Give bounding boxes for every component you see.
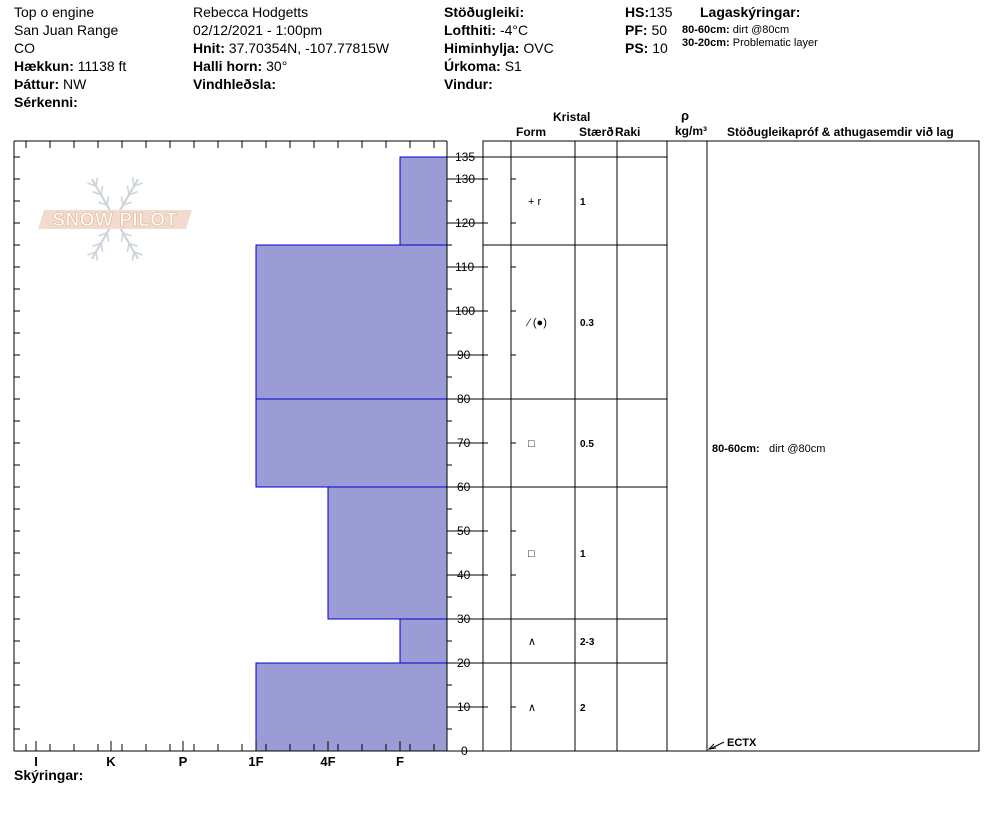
depth-label-130: 130	[455, 172, 476, 186]
features-label: Sérkenni:	[14, 94, 78, 110]
hardness-bar-1	[400, 157, 447, 245]
stability-notes-header: Stöðugleikapróf & athugasemdir við lag	[727, 125, 954, 139]
location-name: Top o engine	[14, 4, 95, 20]
snowflake-branch	[107, 233, 109, 242]
sky-label: Himinhylja:	[444, 40, 520, 56]
grain-form-2: ⁄ (●)	[528, 317, 547, 329]
coordinates-value: 37.70354N, -107.77815W	[228, 40, 390, 56]
depth-label-10: 10	[457, 700, 471, 714]
elevation-value: 11138 ft	[77, 58, 127, 74]
depth-label-60: 60	[457, 480, 471, 494]
snowflake-branch	[121, 196, 123, 205]
snowflake-branch	[127, 243, 129, 252]
hs-label: HS:	[625, 4, 650, 20]
watermark-text: SNOW PILOT	[52, 210, 178, 231]
hardness-label-K: K	[106, 754, 116, 769]
depth-label-30: 30	[457, 612, 471, 626]
ps-value: 10	[652, 40, 668, 56]
hardness-bar-5	[400, 619, 447, 663]
layer-note-1-range: 80-60cm:	[682, 24, 730, 36]
grain-form-1: + r	[528, 196, 542, 208]
depth-label-100: 100	[455, 304, 476, 318]
grain-size-5: 2-3	[580, 637, 595, 648]
ectx-label: ECTX	[727, 737, 757, 749]
grain-size-3: 0.5	[580, 439, 594, 450]
slope-value: 30°	[266, 58, 288, 74]
snowflake-branch	[107, 196, 109, 205]
snowflake-branch	[132, 177, 134, 186]
sky-value: OVC	[523, 40, 554, 56]
hardness-bar-4	[328, 487, 447, 619]
hardness-label-F: F	[396, 754, 404, 769]
depth-label-120: 120	[455, 216, 476, 230]
legend-label: Skýringar:	[14, 767, 84, 783]
snowflake-branch	[101, 186, 103, 195]
hs-value: 135	[649, 4, 673, 20]
depth-label-70: 70	[457, 436, 471, 450]
grain-form-4: □	[528, 548, 535, 560]
size-header: Stærð	[579, 125, 614, 139]
grain-size-4: 1	[580, 549, 586, 560]
depth-label-40: 40	[457, 568, 471, 582]
depth-label-0: 0	[461, 744, 468, 758]
state-name: CO	[14, 40, 35, 56]
wind-label: Vindur:	[444, 76, 493, 92]
aspect-label: Þáttur:	[14, 76, 60, 92]
snowpilot-watermark	[38, 177, 192, 261]
grain-size-2: 0.3	[580, 318, 594, 329]
form-header: Form	[516, 125, 546, 139]
snowflake-branch	[101, 243, 103, 252]
hardness-bar-3	[256, 399, 447, 487]
snowflake-branch	[96, 252, 98, 261]
hardness-label-4F: 4F	[320, 754, 336, 769]
moisture-header: Raki	[615, 125, 641, 139]
range-name: San Juan Range	[14, 22, 119, 38]
precip-label: Úrkoma:	[444, 58, 501, 74]
grain-size-1: 1	[580, 197, 586, 208]
legend	[14, 766, 83, 784]
density-unit-header: kg/m³	[675, 124, 708, 138]
ps-label: PS:	[625, 40, 649, 56]
elevation-label: Hækkun:	[14, 58, 74, 74]
pf-value: 50	[651, 22, 668, 38]
hardness-label-1F: 1F	[248, 754, 264, 769]
layer-note-2-range: 30-20cm:	[682, 37, 730, 49]
grain-form-6: ∧	[528, 702, 537, 714]
hardness-bar-2	[256, 245, 447, 399]
depth-label-110: 110	[455, 260, 475, 274]
air-temp-value: -4°C	[499, 22, 529, 38]
pf-label: PF:	[625, 22, 648, 38]
layer-notes-title: Lagaskýringar:	[700, 4, 801, 20]
observer-name: Rebecca Hodgetts	[193, 4, 309, 20]
layer-comment-text: dirt @80cm	[769, 443, 826, 455]
snowflake-branch	[121, 233, 123, 242]
grain-form-3: □	[528, 438, 535, 450]
hardness-label-P: P	[178, 754, 188, 769]
depth-label-80: 80	[457, 392, 471, 406]
depth-label-90: 90	[457, 348, 471, 362]
crystal-header: Kristal	[553, 110, 591, 124]
layer-note-1-text: dirt @80cm	[732, 24, 790, 36]
stability-label: Stöðugleiki:	[444, 4, 525, 20]
depth-label-50: 50	[457, 524, 471, 538]
depth-label-20: 20	[457, 656, 471, 670]
air-temp-label: Lofthiti:	[444, 22, 497, 38]
slope-label: Halli horn:	[193, 58, 263, 74]
hardness-bar-6	[256, 663, 447, 751]
snowflake-branch	[132, 252, 134, 261]
hardness-label-I: I	[34, 754, 38, 769]
observation-datetime: 02/12/2021 - 1:00pm	[193, 22, 323, 38]
grain-size-6: 2	[580, 703, 586, 714]
grain-form-5: ∧	[528, 636, 537, 648]
rho-header: ρ	[681, 108, 690, 123]
wind-loading-label: Vindhleðsla:	[193, 76, 276, 92]
snowflake-branch	[96, 177, 98, 186]
layer-note-2-text: Problematic layer	[732, 37, 818, 49]
precip-value: S1	[504, 58, 522, 74]
depth-label-135: 135	[455, 150, 476, 164]
snowflake-branch	[127, 186, 129, 195]
layer-comment-range: 80-60cm:	[712, 443, 760, 455]
coordinates-label: Hnit:	[193, 40, 225, 56]
aspect-value: NW	[63, 76, 87, 92]
